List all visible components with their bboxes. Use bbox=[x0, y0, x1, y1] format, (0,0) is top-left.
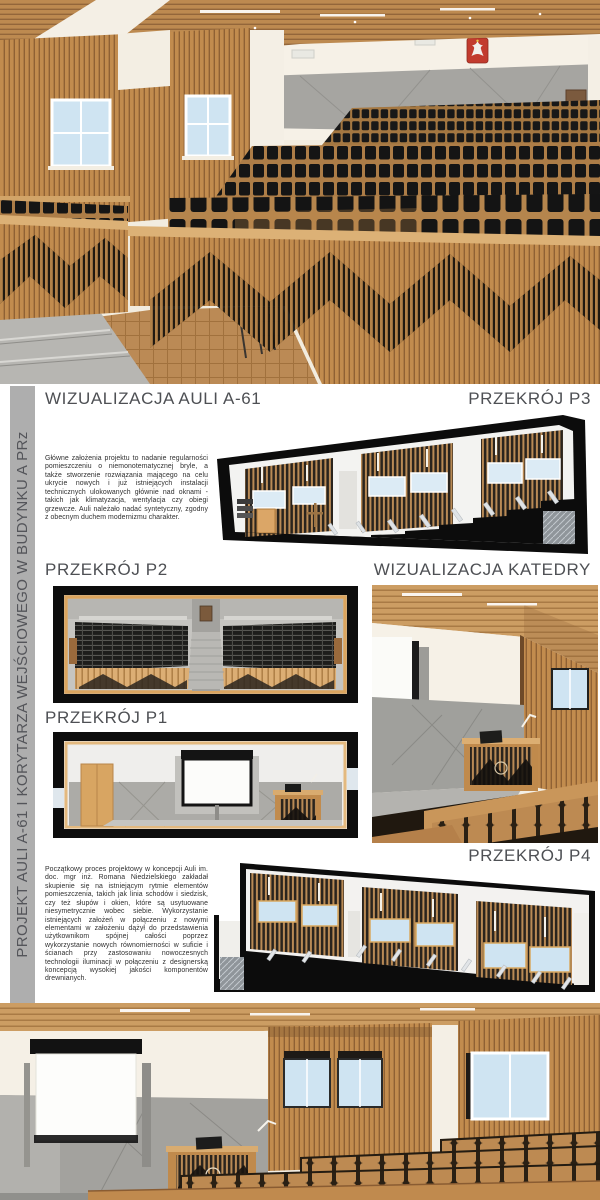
drawing-section-p1 bbox=[53, 732, 358, 838]
heading-section-p2: PRZEKRÓJ P2 bbox=[45, 560, 168, 579]
door bbox=[81, 764, 113, 826]
heading-section-p4: PRZEKRÓJ P4 bbox=[468, 846, 591, 865]
stage-steps bbox=[103, 820, 342, 826]
front-slat-wall-a bbox=[268, 1023, 432, 1171]
vent-grille bbox=[292, 50, 314, 58]
drawing-section-p2 bbox=[53, 586, 358, 703]
heading-visualization-lectern: WIZUALIZACJA KATEDRY bbox=[373, 560, 591, 579]
laptop bbox=[196, 1136, 223, 1149]
center-stairs bbox=[188, 632, 224, 689]
heading-visualization-aula: WIZUALIZACJA AULI A-61 bbox=[45, 389, 262, 408]
hatched-block bbox=[543, 511, 575, 544]
heading-section-p3: PRZEKRÓJ P3 bbox=[468, 389, 591, 408]
side-chair bbox=[69, 638, 77, 664]
render-aula-front bbox=[0, 1003, 600, 1200]
portrait-frame bbox=[200, 606, 212, 621]
drawing-section-p4 bbox=[210, 861, 599, 995]
hatched-block bbox=[220, 957, 244, 990]
render-aula-visualization bbox=[0, 0, 600, 384]
window bbox=[48, 100, 114, 170]
paragraph-design-goals: Główne założenia projektu to nadanie regularności pomieszczeniu o niemonotematycznej bryle, a także stworzenie rozwiązania mającego na celu ukrycie nowych i już istniejących instalacji technicznych ulokowanych głównie nad oknami - takich jak klimatyzacja, wentylacja czy obiegi grzewcze. Auli należało nadać syntetyczny, zgodny z obecnym duchem modernizmu charakter. bbox=[45, 455, 208, 521]
polish-eagle-emblem-icon bbox=[467, 38, 488, 63]
render-lectern-visualization bbox=[372, 585, 598, 843]
heading-section-p1: PRZEKRÓJ P1 bbox=[45, 708, 168, 727]
side-chair bbox=[334, 638, 342, 664]
window bbox=[182, 96, 234, 160]
paragraph-design-process: Początkowy proces projektowy w koncepcji Auli im. doc. mgr inż. Romana Niedzielskiego zakładał skupienie się na istniejącym rytmie elementów pomieszczenia, takich jak linia schodów i siedzisk, czy też słupów i okien, które są usytuowane niesymetrycznie wobec siebie. Wykorzystanie istniejących założeń w połączeniu z nowymi elementami w założeniu dążył do przedstawienia użytkownikom spójnej całości poprzez wykorzystanie nowych równomierności w suficie i ścianach przy zastosowaniu nowoczesnych technologii iluminacji w połączeniu z designerską koncepcją wysokiej jakości komponentów drewnianych. bbox=[45, 866, 208, 983]
laptop bbox=[480, 730, 503, 744]
vertical-project-title: PROJEKT AULI A-61 I KORYTARZA WEJŚCIOWEGO W BUDYNKU A PRz bbox=[10, 386, 35, 1003]
drawing-section-p3 bbox=[211, 411, 593, 558]
aula-railing-left bbox=[0, 215, 128, 320]
laptop bbox=[285, 784, 301, 792]
